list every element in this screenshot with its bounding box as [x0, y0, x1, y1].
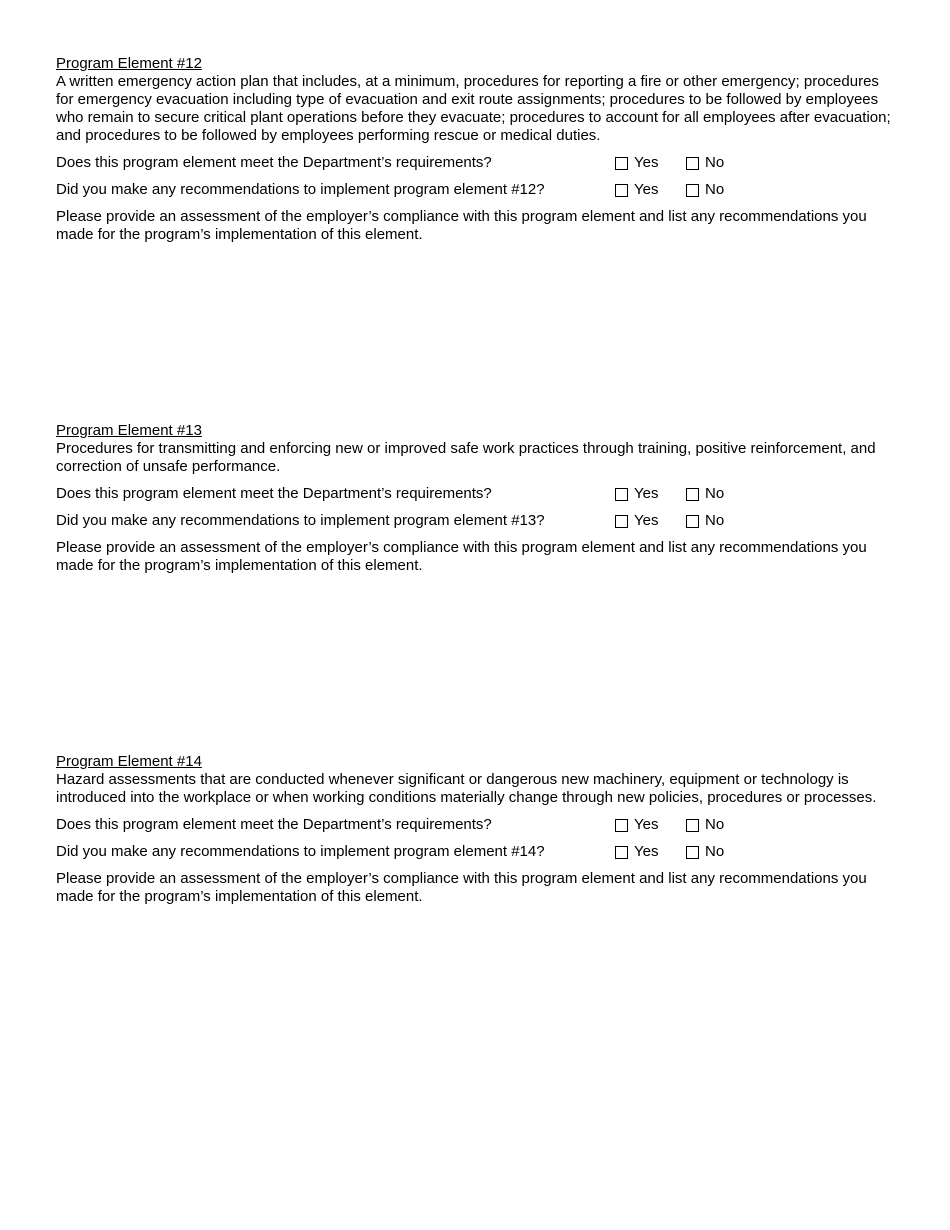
- department-requirements-question: [56, 154, 896, 172]
- no-checkbox[interactable]: [686, 819, 699, 832]
- no-label: No: [705, 512, 725, 529]
- department-requirements-question: [56, 816, 896, 834]
- yes-label: Yes: [634, 181, 659, 198]
- yes-option[interactable]: [615, 181, 658, 199]
- no-checkbox[interactable]: [686, 515, 699, 528]
- element-heading: Program Element #13: [56, 422, 202, 439]
- element-heading: Program Element #14: [56, 753, 202, 770]
- yes-checkbox[interactable]: [615, 157, 628, 170]
- no-checkbox[interactable]: [686, 184, 699, 197]
- yes-checkbox[interactable]: [615, 184, 628, 197]
- program-element-13: [56, 422, 896, 575]
- department-requirements-question: [56, 485, 896, 503]
- no-checkbox[interactable]: [686, 846, 699, 859]
- question-text: Does this program element meet the Department’s requirements?: [56, 154, 492, 171]
- yes-checkbox[interactable]: [615, 819, 628, 832]
- assessment-prompt: Please provide an assessment of the employer’s compliance with this program element and list any recommendations you made for the program’s implementation of this element.: [56, 208, 867, 243]
- assessment-prompt: Please provide an assessment of the employer’s compliance with this program element and list any recommendations you made for the program’s implementation of this element.: [56, 870, 867, 905]
- yes-option[interactable]: [615, 512, 658, 530]
- yes-label: Yes: [634, 485, 659, 502]
- no-label: No: [705, 485, 725, 502]
- no-checkbox[interactable]: [686, 488, 699, 501]
- no-option[interactable]: [686, 485, 724, 503]
- element-description: Hazard assessments that are conducted whenever significant or dangerous new machinery, equipment or technology is introduced into the workplace or when working conditions materially change through new policies, procedures or processes.: [56, 771, 877, 806]
- yes-label: Yes: [634, 816, 659, 833]
- no-option[interactable]: [686, 843, 724, 861]
- program-element-14: [56, 753, 896, 906]
- yes-checkbox[interactable]: [615, 515, 628, 528]
- no-option[interactable]: [686, 181, 724, 199]
- question-text: Does this program element meet the Department’s requirements?: [56, 816, 492, 833]
- recommendations-question: [56, 181, 896, 199]
- program-element-12: [56, 55, 896, 244]
- yes-checkbox[interactable]: [615, 488, 628, 501]
- yes-label: Yes: [634, 843, 659, 860]
- yes-option[interactable]: [615, 485, 658, 503]
- recommendations-question: [56, 512, 896, 530]
- no-label: No: [705, 181, 725, 198]
- no-option[interactable]: [686, 816, 724, 834]
- no-label: No: [705, 843, 725, 860]
- element-description: Procedures for transmitting and enforcing new or improved safe work practices through training, positive reinforcement, and correction of unsafe performance.: [56, 440, 876, 475]
- no-label: No: [705, 154, 725, 171]
- no-checkbox[interactable]: [686, 157, 699, 170]
- yes-label: Yes: [634, 512, 659, 529]
- no-option[interactable]: [686, 512, 724, 530]
- question-text: Did you make any recommendations to implement program element #12?: [56, 181, 545, 198]
- no-option[interactable]: [686, 154, 724, 172]
- yes-checkbox[interactable]: [615, 846, 628, 859]
- no-label: No: [705, 816, 725, 833]
- recommendations-question: [56, 843, 896, 861]
- yes-label: Yes: [634, 154, 659, 171]
- yes-option[interactable]: [615, 843, 658, 861]
- element-description: A written emergency action plan that includes, at a minimum, procedures for reporting a fire or other emergency; procedures for emergency evacuation including type of evacuation and exit route assignments; procedures to be followed by employees who remain to secure critical plant operations before they evacuate; procedures to account for all employees after evacuation; and procedures to be followed by employees performing rescue or medical duties.: [56, 73, 891, 144]
- question-text: Did you make any recommendations to implement program element #14?: [56, 843, 545, 860]
- yes-option[interactable]: [615, 154, 658, 172]
- question-text: Does this program element meet the Department’s requirements?: [56, 485, 492, 502]
- element-heading: Program Element #12: [56, 55, 202, 72]
- yes-option[interactable]: [615, 816, 658, 834]
- question-text: Did you make any recommendations to implement program element #13?: [56, 512, 545, 529]
- assessment-prompt: Please provide an assessment of the employer’s compliance with this program element and list any recommendations you made for the program’s implementation of this element.: [56, 539, 867, 574]
